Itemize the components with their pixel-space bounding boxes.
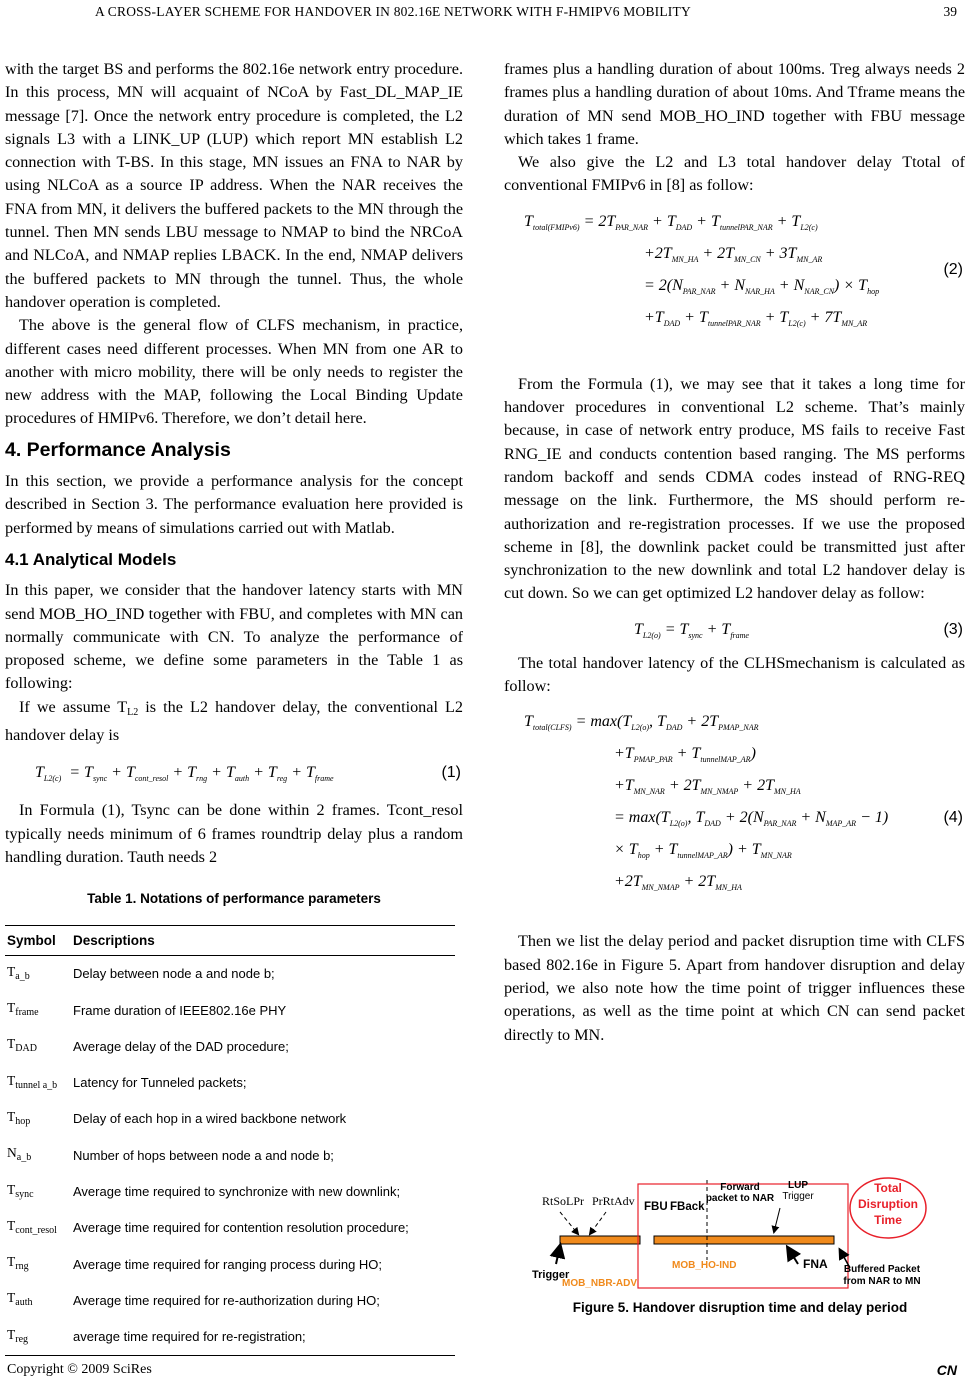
trigger-label: Trigger [532,1269,570,1281]
table-row [5,1174,455,1210]
description-cell: Average time required for re-authorization during HO; [73,1292,380,1308]
notation-table [5,925,455,1357]
symbol-cell: $T_{cont\_resol}$ [7,1217,57,1236]
table-caption: Table 1. Notations of performance parameters [87,891,381,907]
page-number: 39 [943,4,957,19]
description-cell: Average time required for ranging process during HO; [73,1256,383,1272]
table-row [5,1210,455,1246]
forward-label: Forward [720,1182,760,1193]
description-cell: Average time required for contention resolution procedure; [73,1220,409,1236]
figure-5 [520,1160,960,1320]
description-cell: Frame duration of IEEE802.16e PHY [73,1002,287,1018]
symbol-cell: $T_{DAD}$ [7,1036,37,1055]
description-cell: Delay between node a and node b; [73,966,275,982]
time-label: Time [874,1213,902,1227]
equation-number: (4) [943,809,963,827]
equation-number: (1) [441,764,461,782]
nbr-adv-bar [560,1236,640,1244]
paragraph: The total handover latency of the CLHSmechanism is calculated as follow: [504,653,965,696]
symbol-cell: $T_{reg}$ [5,1319,71,1356]
handover-timeline-diagram [520,1160,960,1320]
mob-nbr-adv-label: MOB_NBR-ADV [562,1278,637,1289]
table-header: Symbol [5,925,71,955]
table-row [5,1246,455,1282]
right-column [504,58,965,1047]
left-column [5,58,463,1356]
symbol-cell: $T_{auth}$ [7,1290,33,1309]
fback-label: FBack [670,1201,705,1213]
ho-ind-bar [654,1236,834,1244]
equation-1: $T_{L2(c)} = T_{sync} + T_{cont\_resol} + T_{rng} + T_{auth} + T_{reg} + T_{frame}$ (1) [5,747,463,799]
packet-to-nar-label: packet to NAR [705,1193,775,1204]
symbol-cell: $T_{frame}$ [7,1000,39,1019]
equation-4: $T_{total(CLFS)} = \max(T_{L2(o)}$, $T_{DAD} + 2T_{PMAP\_NAR}$ $+T_{PMAP\_PAR} + T_{tunnelMAP\_AR}$) $+T_{MN\_NAR} + 2T_{MN\_NMAP} + 2T_{MN\_HA}$ = $\max(T_{L2(o)}$, $T_{DAD} + 2(N_{PAR\_NAR} + N_{MAP\_AR} - 1)$ × $T_{hop} + T_{tunnelMAP\_AR}) + T_{MN\_NAR}$ $+2T_{MN\_NMAP} + 2T_{MN\_HA}$ (4) [524,713,963,893]
description-cell: Latency for Tunneled packets; [73,1075,247,1091]
description-cell: Number of hops between node a and node b; [73,1147,334,1163]
table-row [5,1065,455,1101]
symbol-cell: $T_{rng}$ [7,1254,29,1273]
paragraph: In Formula (1), Tsync can be done within 2 frames. Tcont_resol typically needs minimum of 6 frames roundtrip delay plus a random handling duration. Tauth needs 2 [5,801,463,866]
symbol-cell: $N_{a\_b}$ [7,1145,32,1164]
equation-3: $T_{L2(o)} = T_{sync} + T_{frame}$ (3) [504,606,965,652]
table-row [5,1137,455,1173]
lup-trigger-label: Trigger [782,1191,814,1202]
copyright: Copyright © 2009 SciRes [7,1362,152,1377]
fbu-label: FBU [644,1201,668,1213]
paragraph: In this section, we provide a performance analysis for the concept described in Section 3. The performance evaluation here provided is performed by means of simulations carried out with Matlab. [5,472,463,537]
description-cell: Delay of each hop in a wired backbone network [73,1111,347,1127]
disruption-label: Disruption [858,1197,918,1211]
prrtadv-label: PrRtAdv [592,1194,635,1208]
symbol-cell: $T_{tunnel a\_b}$ [7,1072,58,1091]
table-header: Descriptions [71,925,455,955]
page-header [0,4,967,24]
paragraph: Then we list the delay period and packet disruption time with CLFS based 802.16e in Figure 5. Apart from handover disruption and delay period, we also note how the time point of trigger influences these operations, as well as the time point at which CN can send packet directly to MN. [504,932,965,1044]
total-label: Total [874,1181,902,1195]
description-cell: average time required for re-registration; [71,1319,455,1356]
paragraph: In this paper, we consider that the handover latency starts with MN send MOB_HO_IND together with FBU, and completes with MN can normally communicate with CN. To analyze the performance of proposed scheme, we define some parameters in the Table 1 as following: [5,581,463,693]
paragraph: with the target BS and performs the 802.16e network entry procedure. In this process, MN will acquaint of NCoA by Fast_DL_MAP_IE message [7]. Once the network entry procedure is completed, the L2 signals L3 with a LINK_UP (LUP) which report MN establish L2 connection with T-BS. In this stage, MN issues an FNA to NAR by using NLCoA as a source IP address. When the NAR receives the FNA from MN, it delivers the buffered packets to the MN through the tunnel. Then MN sends LBU message to NMAP to bind the NRCoA and NLCoA, and NMAP replies LBACK. In the end, NMAP delivers the buffered packets to MN through the tunnel. Thus, the whole handover operation is completed. [5,60,463,311]
running-title: A CROSS-LAYER SCHEME FOR HANDOVER IN 802.16E NETWORK WITH F-HMIPV6 MOBILITY [95,4,691,19]
table-row [5,1101,455,1137]
figure-caption: Figure 5. Handover disruption time and delay period [572,1300,908,1315]
description-cell: Average delay of the DAD procedure; [73,1038,289,1054]
paragraph: frames plus a handling duration of about 100ms. Treg always needs 2 frames plus a handling duration of about 10ms. And Tframe means the duration of MN send MOB_HO_IND together with FBU message which takes 1 frame. [504,60,965,148]
paragraph: We also give the L2 and L3 total handover delay Ttotal of conventional FMIPv6 in [8] as follow: [504,153,965,195]
rtsolpr-label: RtSoLPr [542,1194,585,1208]
table-row [5,1028,455,1064]
from-nar-label: from NAR to MN [843,1276,921,1287]
journal-abbrev: CN [936,1362,957,1378]
description-cell: Average time required to synchronize with new downlink; [73,1184,401,1200]
subsection-heading: 4.1 Analytical Models [5,549,177,569]
table-row [5,955,455,992]
table-row [5,1282,455,1318]
paragraph: From the Formula (1), we may see that it takes a long time for handover procedures in conventional L2 scheme. That’s mainly because, in case of network entry produce, MS fails to receive Fast RNG_IE and conducts contention based ranging. The MS performs random backoff and sends CDMA codes instead of RNG-REQ message on the link. Furthermore, the MS should perform re-authorization and re-registration processes. If we use the proposed scheme in [8], the downlink packet could be transmitted just after synchronization to the new downlink and total L2 handover delay is cut down. So we can get optimized L2 handover delay as follow: [504,374,965,603]
lup-label: LUP [788,1180,808,1191]
symbol-cell: $T_{a\_b}$ [7,963,30,982]
equation-2: $T_{total(FMIPv6)} = 2T_{PAR\_NAR} + T_{DAD} + T_{tunnelPAR\_NAR} + T_{L2(c)}$ $+2T_{MN\_HA} + 2T_{MN\_CN} + 3T_{MN\_AR}$ = $2(N_{PAR\_NAR} + N_{NAR\_HA} + N_{NAR\_CN}) \times T_{hop}$ $+T_{DAD} + T_{tunnelPAR\_NAR} + T_{L2(c)} + 7T_{MN\_AR}$ (2) [524,212,963,328]
paragraph: If we assume $T_{L2}$ is the L2 handover delay, the conventional L2 handover delay is [5,697,464,745]
table-row [5,1319,455,1356]
symbol-cell: $T_{hop}$ [7,1108,31,1127]
section-heading: 4. Performance Analysis [5,438,231,461]
equation-number: (2) [943,260,963,278]
paragraph: The above is the general flow of CLFS mechanism, in practice, different cases need different processes. When MN from one AR to another with micro mobility, there will be only needs to register the new address with the MAP, following the Local Binding Update procedures of HMIPv6. Therefore, we don’t detail here. [5,316,463,428]
buffered-packet-label: Buffered Packet [843,1264,921,1275]
table-row [5,992,455,1028]
fna-label: FNA [803,1257,828,1271]
equation-number: (3) [943,620,963,638]
symbol-cell: $T_{sync}$ [7,1181,34,1200]
mob-ho-ind-label: MOB_HO-IND [672,1260,737,1271]
